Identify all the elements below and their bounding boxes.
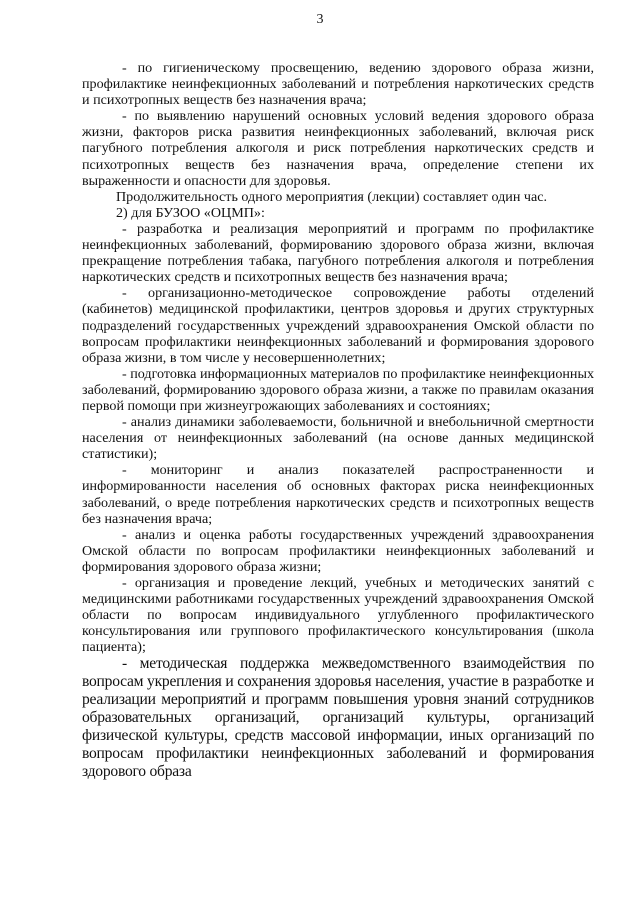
paragraph-hygiene-education: - по гигиеническому просвещению, ведению здорового образа жизни, профилактике неинфекционных заболеваний и потребления наркотических средств и психотропных веществ без назначения врача; <box>82 60 594 109</box>
paragraph-morbidity-analysis: - анализ динамики заболеваемости, больничной и внебольничной смертности населения от неинфекционных заболеваний (на основе данных медицинской статистики); <box>82 414 594 463</box>
paragraph-information-materials: - подготовка информационных материалов по профилактике неинфекционных заболеваний, формированию здорового образа жизни, а также по правилам оказания первой помощи при жизнеугрожающих заболеваниях и состояниях; <box>82 365 594 414</box>
paragraph-work-assessment: - анализ и оценка работы государственных учреждений здравоохранения Омской области по вопросам профилактики неинфекционных заболеваний и формирования здорового образа жизни; <box>82 526 594 575</box>
paragraph-lecture-duration: Продолжительность одного мероприятия (лекции) составляет один час. <box>116 188 548 205</box>
paragraph-interagency-support: - методическая поддержка межведомственного взаимодействия по вопросам укрепления и сохранения здоровья населения, участие в разработке и реализации мероприятий и программ повышения уровня знаний сотрудников образовательных организаций, организаций культуры, организаций физической культуры, средств массовой информации, иных организаций по вопросам профилактики неинфекционных заболеваний и формирования здорового образа <box>82 655 594 781</box>
paragraph-methodical-support: - организационно-методическое сопровождение работы отделений (кабинетов) медицинской профилактики, центров здоровья и других структурных подразделений государственных учреждений здравоохранения Омской области по вопросам профилактики неинфекционных заболеваний и формирования здорового образа жизни, в том числе у несовершеннолетних; <box>82 285 594 366</box>
paragraph-prevalence-monitoring: - мониторинг и анализ показателей распространенности и информированности населения об основных факторах риска неинфекционных заболеваний, о вреде потребления наркотических средств и психотропных веществ без назначения врача; <box>82 462 594 527</box>
paragraph-program-development: - разработка и реализация мероприятий и программ по профилактике неинфекционных заболеваний, формированию здорового образа жизни, включая прекращение потребления табака, пагубного потребления алкоголя и потребления наркотических средств и психотропных веществ без назначения врача; <box>82 220 594 286</box>
paragraph-lectures-organization: - организация и проведение лекций, учебных и методических занятий с медицинскими работниками государственных учреждений здравоохранения Омской области по вопросам индивидуального углубленного профилактического консультирования или группового профилактического консультирования (школа пациента); <box>82 575 594 656</box>
document-body <box>82 60 594 781</box>
page-number: 3 <box>316 12 324 27</box>
paragraph-risk-detection: - по выявлению нарушений основных условий ведения здорового образа жизни, факторов риска развития неинфекционных заболеваний, включая риск пагубного потребления алкоголя и риск потребления наркотических средств и психотропных веществ без назначения врача, определение степени их выраженности и опасности для здоровья. <box>82 108 594 189</box>
paragraph-section-heading: 2) для БУЗОО «ОЦМП»: <box>116 204 265 221</box>
